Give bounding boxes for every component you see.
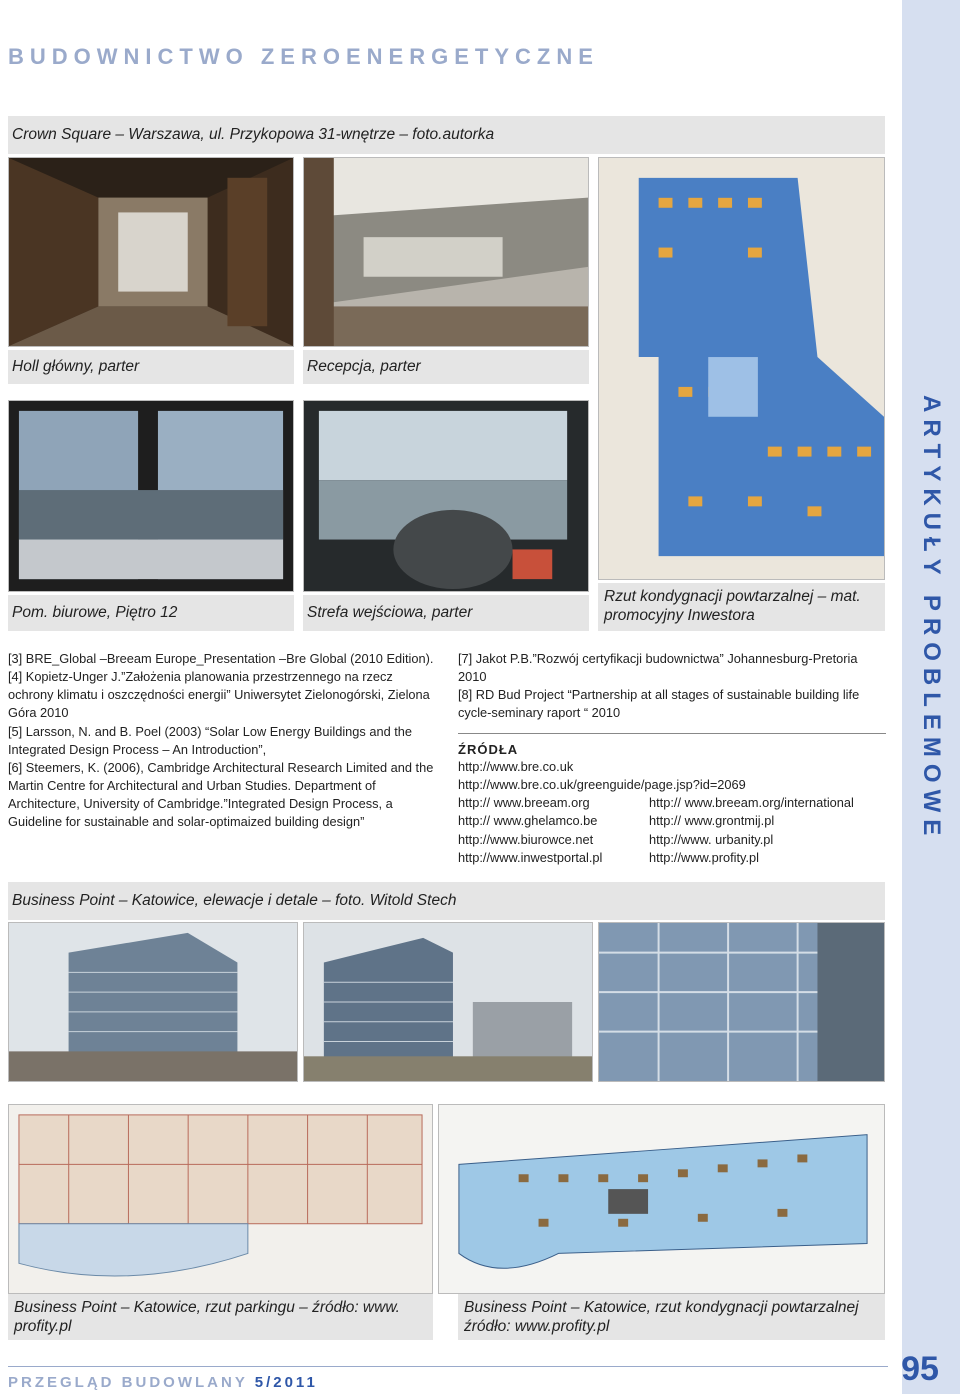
source-link[interactable]: http://www.inwestportal.pl — [458, 849, 603, 865]
caption-kondygnacja-line2: źródło: www.profity.pl — [464, 1318, 610, 1336]
references-left — [8, 650, 438, 832]
photo-strefa-wejsciowa — [303, 400, 589, 592]
source-link[interactable]: http:// www.ghelamco.be — [458, 813, 598, 829]
caption-parking — [8, 1294, 433, 1340]
source-link[interactable]: http://www.bre.co.uk — [458, 759, 574, 774]
sources-list — [458, 758, 889, 867]
journal-issue: 5/2011 — [254, 1374, 318, 1391]
caption-parking-line2: profity.pl — [14, 1318, 72, 1336]
photo-pom-biurowe — [8, 400, 294, 592]
caption-parking-line1: Business Point – Katowice, rzut parkingu – źródło: www. — [14, 1299, 400, 1316]
caption-recepcja: Recepcja, parter — [303, 350, 589, 384]
photo-holl-glowny — [8, 157, 294, 347]
caption-strefa: Strefa wejściowa, parter — [303, 595, 589, 631]
reference-7: [7] Jakot P.B.”Rozwój certyfikacji budownictwa” Johannesburg-Pretoria 2010 — [458, 651, 858, 685]
source-link[interactable]: http://www.profity.pl — [649, 849, 759, 865]
reference-6: [6] Steemers, K. (2006), Cambridge Architectural Research Limited and the Martin Centre for Architectural and Urban Studies. Department of Architecture, University of Cambridge.”Integrated Design Process, a Guideline for sustainable and solar-optimaized building design” — [8, 759, 434, 830]
caption-rzut-line2: promocyjny Inwestora — [604, 607, 755, 625]
source-link[interactable]: http://www.bre.co.uk/greenguide/page.jsp?id=2069 — [458, 777, 746, 793]
reference-4: [4] Kopietz-Unger J.”Założenia planowania przestrzennego na rzecz ochrony klimatu i oszczędności energii” Uniwersytet Zielonogórski, Zielona Góra 2010 — [8, 669, 430, 721]
footer-journal — [8, 1374, 318, 1391]
caption-kondygnacja-line1: Business Point – Katowice, rzut kondygnacji powtarzalnej — [464, 1299, 859, 1316]
source-link[interactable]: http:// www.breeam.org — [458, 795, 590, 811]
reference-8: [8] RD Bud Project “Partnership at all stages of sustainable building life cycle-seminary raport “ 2010 — [458, 687, 860, 721]
photo-recepcja — [303, 157, 589, 347]
divider — [458, 733, 886, 734]
caption-pom: Pom. biurowe, Piętro 12 — [8, 595, 294, 631]
caption-kondygnacja — [458, 1294, 885, 1340]
page-number: 95 — [901, 1350, 939, 1388]
reference-3: [3] BRE_Global –Breeam Europe_Presentation –Bre Global (2010 Edition). — [8, 651, 434, 666]
floor-plan-crown-square — [598, 157, 885, 580]
floor-plan-parking — [8, 1104, 433, 1294]
floor-plan-business-point — [438, 1104, 885, 1294]
photo-business-point-1 — [8, 922, 298, 1082]
source-link[interactable]: http:// www.grontmij.pl — [649, 813, 775, 829]
side-label: ARTYKUŁY PROBLEMOWE — [918, 395, 945, 843]
footer-rule — [8, 1366, 888, 1367]
source-link[interactable]: http://www.biurowce.net — [458, 831, 594, 847]
reference-5: [5] Larsson, N. and B. Poel (2003) “Solar Low Energy Buildings and the Integrated Design Process – An Introduction”, — [8, 723, 413, 757]
caption-holl: Holl główny, parter — [8, 350, 294, 384]
references-right — [458, 650, 886, 723]
source-link[interactable]: http:// www.breeam.org/international — [649, 795, 854, 811]
sources-heading: ŹRÓDŁA — [458, 742, 519, 757]
section-title: BUDOWNICTWO ZEROENERGETYCZNE — [8, 44, 599, 69]
journal-name: PRZEGLĄD BUDOWLANY — [8, 1374, 248, 1391]
caption-rzut-line1: Rzut kondygnacji powtarzalnej – mat. — [604, 588, 861, 605]
photo-business-point-2 — [303, 922, 593, 1082]
source-link[interactable]: http://www. urbanity.pl — [649, 831, 774, 847]
caption-rzut — [598, 583, 885, 631]
caption-business-point: Business Point – Katowice, elewacje i detale – foto. Witold Stech — [8, 882, 885, 920]
caption-crown-square: Crown Square – Warszawa, ul. Przykopowa 31-wnętrze – foto.autorka — [8, 116, 885, 154]
photo-business-point-3 — [598, 922, 885, 1082]
